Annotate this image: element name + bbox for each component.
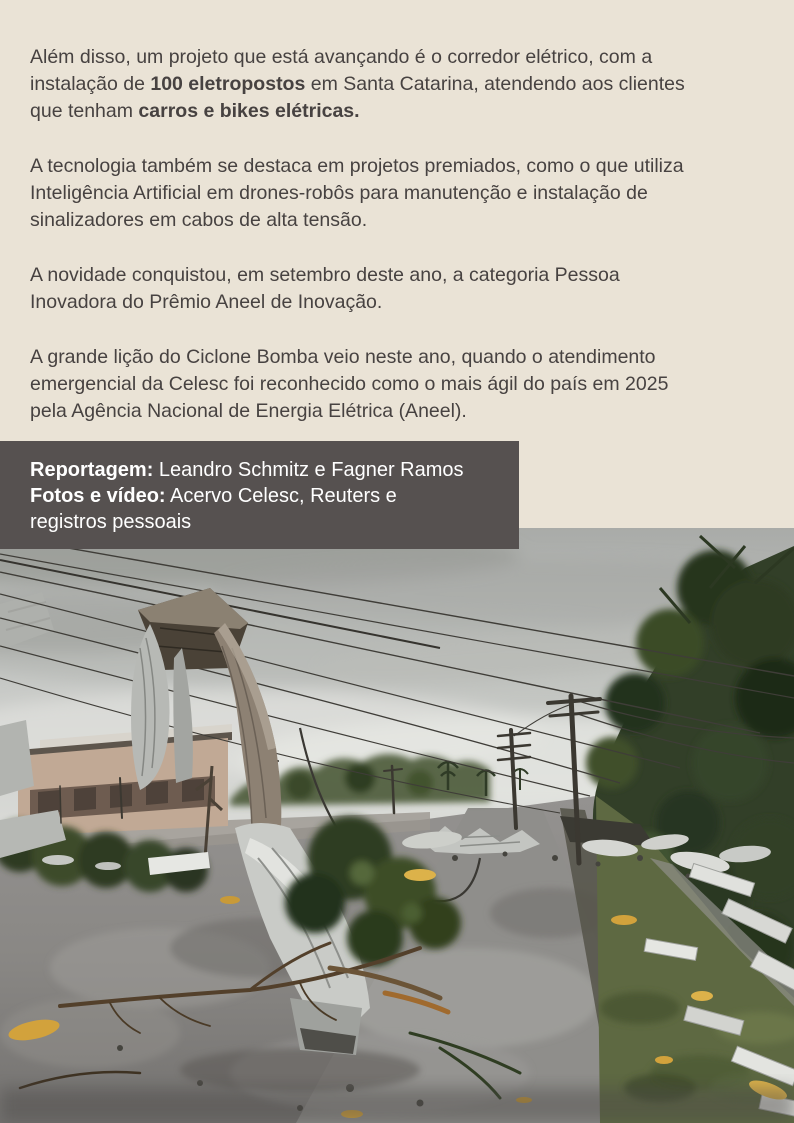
paragraph-technology-awards <box>30 153 764 234</box>
text-line: A grande lição do Ciclone Bomba veio neste ano, quando o atendimento <box>30 346 656 368</box>
text-line: sinalizadores em cabos de alta tensão. <box>30 209 368 231</box>
text-line: registros pessoais <box>30 511 192 533</box>
credits-box <box>0 441 519 549</box>
paragraph-electric-corridor <box>30 44 764 125</box>
paragraph-aneel-award <box>30 262 764 316</box>
text-line: Reportagem: Leandro Schmitz e Fagner Ramos <box>30 459 464 481</box>
paragraph-cyclone-lesson <box>30 344 764 425</box>
text-line: emergencial da Celesc foi reconhecido como o mais ágil do país em 2025 <box>30 373 669 395</box>
article-text <box>30 44 764 453</box>
photo-illustration <box>0 528 794 1123</box>
text-line: que tenham carros e bikes elétricas. <box>30 100 360 122</box>
text-line: instalação de 100 eletropostos em Santa Catarina, atendendo aos clientes <box>30 73 685 95</box>
text-line: Inteligência Artificial em drones-robôs para manutenção e instalação de <box>30 182 648 204</box>
cyclone-damage-photo <box>0 528 794 1123</box>
text-line: pela Agência Nacional de Energia Elétrica (Aneel). <box>30 400 467 422</box>
text-line: Fotos e vídeo: Acervo Celesc, Reuters e <box>30 485 397 507</box>
text-line: Inovadora do Prêmio Aneel de Inovação. <box>30 291 383 313</box>
text-line: A tecnologia também se destaca em projetos premiados, como o que utiliza <box>30 155 684 177</box>
bottom-shadow <box>0 1088 794 1123</box>
text-line: A novidade conquistou, em setembro deste ano, a categoria Pessoa <box>30 264 620 286</box>
text-line: Além disso, um projeto que está avançando é o corredor elétrico, com a <box>30 46 653 68</box>
